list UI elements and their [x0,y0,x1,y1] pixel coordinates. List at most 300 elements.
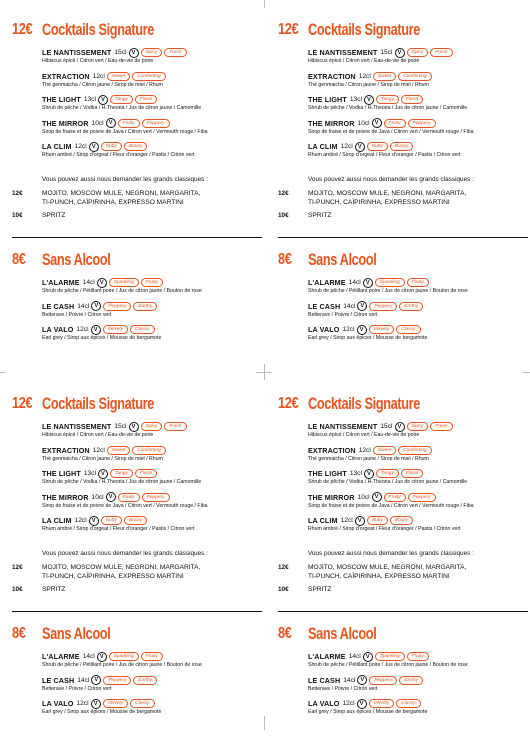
menu-item [42,141,267,158]
section-header-cocktails [12,18,191,42]
menu-item-tag: Comforting [132,446,165,455]
vegan-badge-icon: V [97,278,107,288]
menu-item-tag: Fresh [164,48,186,57]
menu-item-volume: 13cl [349,96,362,103]
crop-mark-bottom [264,716,265,730]
menu-item-tag: Velvety [369,699,395,708]
menu-item-header [308,445,530,456]
vegan-badge-icon: V [363,278,373,288]
vegan-badge-icon: V [89,516,99,526]
section-divider [278,237,528,238]
classics-line: SPRITZ [308,212,332,219]
menu-item-tag: Sweet [373,446,396,455]
menu-item-description: Sirop de fraise et de poivre de Java / Citron vert / Vermouth rouge / Fiba [42,128,208,135]
menu-item-tag: Boozy [124,142,147,151]
menu-item-tag: Fresh [430,48,452,57]
section-divider [12,611,262,612]
menu-item [308,468,530,485]
menu-item-volume: 12cl [340,517,353,524]
menu-item-tag: Nutty [367,142,388,151]
menu-item-name: THE MIRROR [308,492,355,502]
menu-item-header [308,118,530,129]
classics-row [278,564,466,581]
menu-item-description: Rhum ambré / Sirop d'orgeat / Fleur d'oranger / Pastis / Citron vert [308,526,461,532]
menu-item-tag: Earthy [399,302,423,311]
classics-line: TI-PUNCH, CAÏPIRINHA, EXPRESSO MARTINI [308,572,450,580]
menu-item-volume: 14cl [77,302,90,310]
vegan-badge-icon: V [357,675,367,685]
menu-item-header [42,324,267,335]
classics-row [12,190,200,207]
menu-item-description: Rhum ambré / Sirop d'orgeat / Fleur d'oranger / Pastis / Citron vert [42,526,195,532]
menu-item-tag: Nutty [101,516,122,525]
menu-item-description: Hibiscus épicé / Citron vert / Eau-de-vie de poire [308,58,420,64]
vegan-badge-icon: V [89,142,99,152]
menu-item-name: THE MIRROR [42,118,89,128]
menu-card [12,392,262,740]
menu-item-header [42,698,267,709]
vegan-badge-icon: V [98,469,108,479]
menu-item-tag: Earthy [133,302,157,311]
menu-item-tag: Velvety [103,325,129,334]
menu-item-volume: 12cl [74,517,87,524]
menu-item-name: LE CASH [42,675,75,685]
menu-item-description: Shrub de pêche / Vodka / H.Theoria / Jus de citron jaune / Camomille [42,479,202,485]
menu-item-volume: 13cl [349,470,362,477]
menu-item-name: THE LIGHT [308,95,347,104]
menu-item-name: EXTRACTION [42,445,90,455]
menu-item-name: LA CLIM [308,516,338,525]
menu-item [308,651,530,668]
menu-item [42,651,267,668]
menu-item-header [42,421,267,432]
classics-list [308,586,331,595]
menu-item-name: LE NANTISSEMENT [42,48,112,57]
classics-line: SPRITZ [42,586,66,593]
menu-item-volume: 13cl [83,470,96,477]
classics-price: 10€ [12,586,23,593]
menu-item-header [42,94,267,105]
menu-item-volume: 12cl [342,700,355,707]
vegan-badge-icon: V [97,652,107,662]
menu-item-description: Betterave / Poivre / Citron vert [308,311,378,318]
vegan-badge-icon: V [355,516,365,526]
menu-item-header [308,324,530,335]
menu-item-volume: 14cl [343,302,356,310]
menu-item-tag: Tangy [110,95,133,104]
section-divider [12,237,262,238]
menu-item [308,492,530,509]
menu-item [308,141,530,158]
menu-item [42,324,267,341]
vegan-badge-icon: V [129,48,139,58]
menu-item-tag: Sparkling [375,278,405,287]
menu-item-header [308,47,530,58]
menu-item-tag: Velvety [369,325,395,334]
classics-line: TI-PUNCH, CAÏPIRINHA, EXPRESSO MARTINI [308,198,450,206]
menu-item-tag: Earthy [133,676,157,685]
menu-item-tag: Spicy [407,422,429,431]
section-header-alcohol-free [12,622,133,646]
menu-item-description: Hibiscus épicé / Citron vert / Eau-de-vie de poire [42,432,154,438]
vegan-badge-icon: V [129,422,139,432]
section-price: 12€ [12,21,33,38]
menu-item [308,421,530,438]
menu-item-description: Shrub de pêche / Pétillant poire / Jus de citron jaune / Bouton de rose [308,662,468,668]
menu-item [308,445,530,462]
menu-item-tag: Comforting [132,72,165,81]
menu-item [42,492,267,509]
menu-item-name: LA VALO [308,699,340,708]
menu-item-tag: Tangy [110,469,133,478]
menu-item-tag: Peppery [369,302,397,311]
menu-item-tag: Fruity [407,652,429,661]
menu-item [42,515,267,532]
menu-item-tag: Fruity [407,278,429,287]
menu-item-description: Earl grey / Sirop aux épices / Mousse de bergamote [42,335,162,341]
menu-item-description: Thé genmaicha / Citron jaune / Sirop de miel / Rhum [42,81,163,88]
menu-item [42,118,267,135]
menu-item-description: Earl grey / Sirop aux épices / Mousse de bergamote [42,709,162,715]
menu-item-tag: Fruity [118,493,140,502]
menu-item-volume: 15cl [114,423,127,430]
menu-item-volume: 14cl [348,653,361,660]
menu-item-description: Shrub de pêche / Vodka / H.Theoria / Jus de citron jaune / Camomille [42,105,202,111]
section-title: Cocktails Signature [42,394,154,413]
classics-line: SPRITZ [308,586,332,593]
menu-item [308,94,530,111]
menu-item-header [308,421,530,432]
menu-item [308,698,530,715]
classics-line: TI-PUNCH, CAÏPIRINHA, EXPRESSO MARTINI [42,572,184,580]
menu-item-name: LE NANTISSEMENT [42,422,112,431]
menu-item-tag: Nutty [101,142,122,151]
menu-item-volume: 12cl [74,143,87,150]
menu-item-name: LE CASH [308,301,341,311]
classics-line: MOJITO, MOSCOW MULE, NEGRONI, MARGARITA, [42,564,201,571]
classics-intro: Vous pouvez aussi nous demander les grands classiques : [42,550,208,557]
classics-list [308,190,466,207]
menu-item-description: Hibiscus épicé / Citron vert / Eau-de-vie de poire [42,58,154,64]
vegan-badge-icon: V [91,699,101,709]
menu-item-tag: Boozy [124,516,147,525]
vegan-badge-icon: V [98,95,108,105]
section-header-cocktails [278,18,457,42]
menu-item-volume: 12cl [76,700,89,707]
section-header-alcohol-free [278,622,399,646]
menu-item-tag: Peppery [103,302,131,311]
classics-price: 10€ [12,212,23,219]
menu-item-tag: Sweet [107,72,130,81]
vegan-badge-icon: V [357,699,367,709]
menu-item-name: LE NANTISSEMENT [308,48,378,57]
menu-item-name: LA VALO [308,325,340,334]
classics-price: 12€ [278,564,289,571]
classics-intro: Vous pouvez aussi nous demander les grands classiques : [42,176,208,183]
menu-item-description: Thé genmaicha / Citron jaune / Sirop de miel / Rhum [42,455,163,462]
classics-row [278,212,331,221]
vegan-badge-icon: V [91,675,101,685]
menu-item-header [42,141,267,152]
menu-item [42,468,267,485]
section-header-alcohol-free [278,248,399,272]
menu-item-name: LA CLIM [308,142,338,151]
classics-intro: Vous pouvez aussi nous demander les grands classiques : [308,176,474,183]
menu-item-tag: Spicy [141,422,163,431]
menu-item-name: LA CLIM [42,516,72,525]
classics-row [278,586,331,595]
menu-item-tag: Classy [396,699,420,708]
menu-item-volume: 10cl [91,119,104,127]
menu-item-header [42,301,267,312]
section-title: Sans Alcool [308,624,377,643]
menu-item-tag: Sparkling [375,652,405,661]
section-price: 8€ [12,625,26,642]
menu-item-header [42,651,267,662]
menu-card [278,392,528,740]
menu-item-header [42,675,267,686]
vegan-badge-icon: V [364,469,374,479]
menu-item-tag: Peppery [103,676,131,685]
vegan-badge-icon: V [91,325,101,335]
menu-item-header [308,651,530,662]
classics-row [12,586,65,595]
menu-item-volume: 14cl [343,676,356,684]
classics-list [308,212,331,221]
menu-item-description: Sirop de fraise et de poivre de Java / Citron vert / Vermouth rouge / Fiba [308,502,474,509]
menu-item [308,515,530,532]
menu-item-header [308,301,530,312]
menu-item-name: L'ALARME [308,278,346,287]
menu-item-header [42,47,267,58]
menu-item-name: LE NANTISSEMENT [308,422,378,431]
menu-item-header [308,277,530,288]
menu-item [42,698,267,715]
menu-item-tag: Peppery [408,119,436,128]
section-header-cocktails [278,392,457,416]
classics-list [42,586,65,595]
menu-item-volume: 12cl [340,143,353,150]
vegan-badge-icon: V [364,95,374,105]
menu-item-volume: 14cl [82,653,95,660]
menu-item-description: Betterave / Poivre / Citron vert [42,685,112,692]
menu-item-tag: Peppery [408,493,436,502]
menu-item-header [42,277,267,288]
menu-item-tag: Classy [130,699,154,708]
menu-item-header [308,675,530,686]
vegan-badge-icon: V [106,492,116,502]
menu-item-description: Shrub de pêche / Vodka / H.Theoria / Jus de citron jaune / Camomille [308,105,468,111]
menu-item-tag: Floral [135,95,157,104]
menu-item [42,445,267,462]
menu-item-volume: 12cl [92,446,105,454]
section-title: Cocktails Signature [308,20,420,39]
menu-item-volume: 14cl [348,279,361,286]
menu-item-volume: 15cl [114,49,127,56]
vegan-badge-icon: V [91,301,101,311]
menu-item-tag: Peppery [369,676,397,685]
section-title: Cocktails Signature [42,20,154,39]
classics-list [308,564,466,581]
section-title: Sans Alcool [42,624,111,643]
menu-item-volume: 14cl [82,279,95,286]
menu-item-name: THE MIRROR [42,492,89,502]
menu-item-header [42,118,267,129]
menu-item [42,47,267,64]
menu-item [42,277,267,294]
menu-item-tag: Sweet [107,446,130,455]
section-price: 8€ [12,251,26,268]
menu-item-name: EXTRACTION [308,445,356,455]
menu-item [308,118,530,135]
vegan-badge-icon: V [363,652,373,662]
menu-item-tag: Sparkling [109,652,139,661]
classics-list [42,564,200,581]
menu-card [12,18,262,366]
menu-item-header [42,492,267,503]
menu-item-tag: Floral [401,95,423,104]
menu-item-name: THE LIGHT [42,95,81,104]
menu-item-header [308,515,530,526]
crop-mark-middle-v [264,364,265,380]
vegan-badge-icon: V [372,492,382,502]
menu-item-header [308,71,530,82]
classics-price: 12€ [12,190,23,197]
menu-item-name: LA CLIM [42,142,72,151]
vegan-badge-icon: V [106,118,116,128]
menu-item [308,301,530,318]
menu-item [42,421,267,438]
menu-item-volume: 10cl [357,493,370,501]
classics-list [42,212,65,221]
menu-item-name: L'ALARME [42,278,80,287]
menu-item-tag: Nutty [367,516,388,525]
section-price: 12€ [278,21,299,38]
classics-line: MOJITO, MOSCOW MULE, NEGRONI, MARGARITA, [308,564,467,571]
menu-card [278,18,528,366]
menu-item-tag: Fruity [141,278,163,287]
classics-price: 12€ [12,564,23,571]
menu-item-tag: Sparkling [109,278,139,287]
classics-line: TI-PUNCH, CAÏPIRINHA, EXPRESSO MARTINI [42,198,184,206]
menu-item-volume: 12cl [358,72,371,80]
menu-item-volume: 10cl [357,119,370,127]
classics-row [278,190,466,207]
section-title: Cocktails Signature [308,394,420,413]
menu-item-header [308,94,530,105]
menu-item-name: THE MIRROR [308,118,355,128]
menu-item-description: Shrub de pêche / Vodka / H.Theoria / Jus de citron jaune / Camomille [308,479,468,485]
menu-item-header [42,71,267,82]
menu-item-volume: 14cl [77,676,90,684]
menu-item-tag: Velvety [103,699,129,708]
menu-item-tag: Fresh [164,422,186,431]
vegan-badge-icon: V [395,422,405,432]
menu-item-tag: Sweet [373,72,396,81]
classics-row [12,212,65,221]
menu-item-name: LA VALO [42,699,74,708]
crop-mark-top [264,0,265,8]
menu-item-volume: 12cl [92,72,105,80]
menu-item-tag: Earthy [399,676,423,685]
menu-item-description: Shrub de pêche / Pétillant poire / Jus de citron jaune / Bouton de rose [42,662,202,668]
crop-mark-left [0,372,6,373]
vegan-badge-icon: V [395,48,405,58]
menu-item-tag: Comforting [398,446,431,455]
classics-line: MOJITO, MOSCOW MULE, NEGRONI, MARGARITA, [42,190,201,197]
menu-item-tag: Fruity [384,119,406,128]
classics-line: MOJITO, MOSCOW MULE, NEGRONI, MARGARITA, [308,190,467,197]
menu-item-tag: Floral [135,469,157,478]
menu-item-description: Betterave / Poivre / Citron vert [42,311,112,318]
menu-item-header [42,445,267,456]
menu-item-volume: 13cl [83,96,96,103]
section-price: 12€ [12,395,33,412]
vegan-badge-icon: V [357,301,367,311]
menu-item-header [308,468,530,479]
section-divider [278,611,528,612]
menu-item-tag: Spicy [407,48,429,57]
section-price: 12€ [278,395,299,412]
menu-item [42,301,267,318]
section-price: 8€ [278,251,292,268]
section-title: Sans Alcool [308,250,377,269]
menu-item [308,324,530,341]
menu-item-tag: Tangy [376,95,399,104]
vegan-badge-icon: V [355,142,365,152]
menu-item-description: Betterave / Poivre / Citron vert [308,685,378,692]
menu-item-tag: Fruity [384,493,406,502]
menu-item-description: Sirop de fraise et de poivre de Java / Citron vert / Vermouth rouge / Fiba [308,128,474,135]
menu-item-description: Thé genmaicha / Citron jaune / Sirop de miel / Rhum [308,455,429,462]
menu-item-tag: Tangy [376,469,399,478]
menu-item-description: Earl grey / Sirop aux épices / Mousse de bergamote [308,709,428,715]
menu-item-tag: Fruity [141,652,163,661]
section-price: 8€ [278,625,292,642]
section-header-alcohol-free [12,248,133,272]
menu-item-volume: 10cl [91,493,104,501]
classics-line: SPRITZ [42,212,66,219]
menu-item-header [308,141,530,152]
menu-item [308,675,530,692]
menu-item [42,675,267,692]
menu-item [308,277,530,294]
menu-item-description: Earl grey / Sirop aux épices / Mousse de bergamote [308,335,428,341]
menu-item-volume: 12cl [342,326,355,333]
section-title: Sans Alcool [42,250,111,269]
menu-item-header [308,492,530,503]
menu-item-tag: Fresh [430,422,452,431]
menu-item-name: L'ALARME [42,652,80,661]
menu-item-tag: Spicy [141,48,163,57]
menu-item-description: Sirop de fraise et de poivre de Java / Citron vert / Vermouth rouge / Fiba [42,502,208,509]
menu-item-tag: Fruity [118,119,140,128]
classics-price: 10€ [278,212,289,219]
menu-item-name: EXTRACTION [308,71,356,81]
menu-item-header [42,468,267,479]
menu-item [42,94,267,111]
menu-item-volume: 12cl [76,326,89,333]
menu-item-tag: Peppery [142,119,170,128]
menu-item-description: Thé genmaicha / Citron jaune / Sirop de miel / Rhum [308,81,429,88]
menu-item-description: Shrub de pêche / Pétillant poire / Jus de citron jaune / Bouton de rose [42,288,202,294]
menu-item-tag: Peppery [142,493,170,502]
vegan-badge-icon: V [372,118,382,128]
menu-item-name: THE LIGHT [308,469,347,478]
section-header-cocktails [12,392,191,416]
menu-item-name: LE CASH [42,301,75,311]
menu-item-volume: 15cl [380,49,393,56]
